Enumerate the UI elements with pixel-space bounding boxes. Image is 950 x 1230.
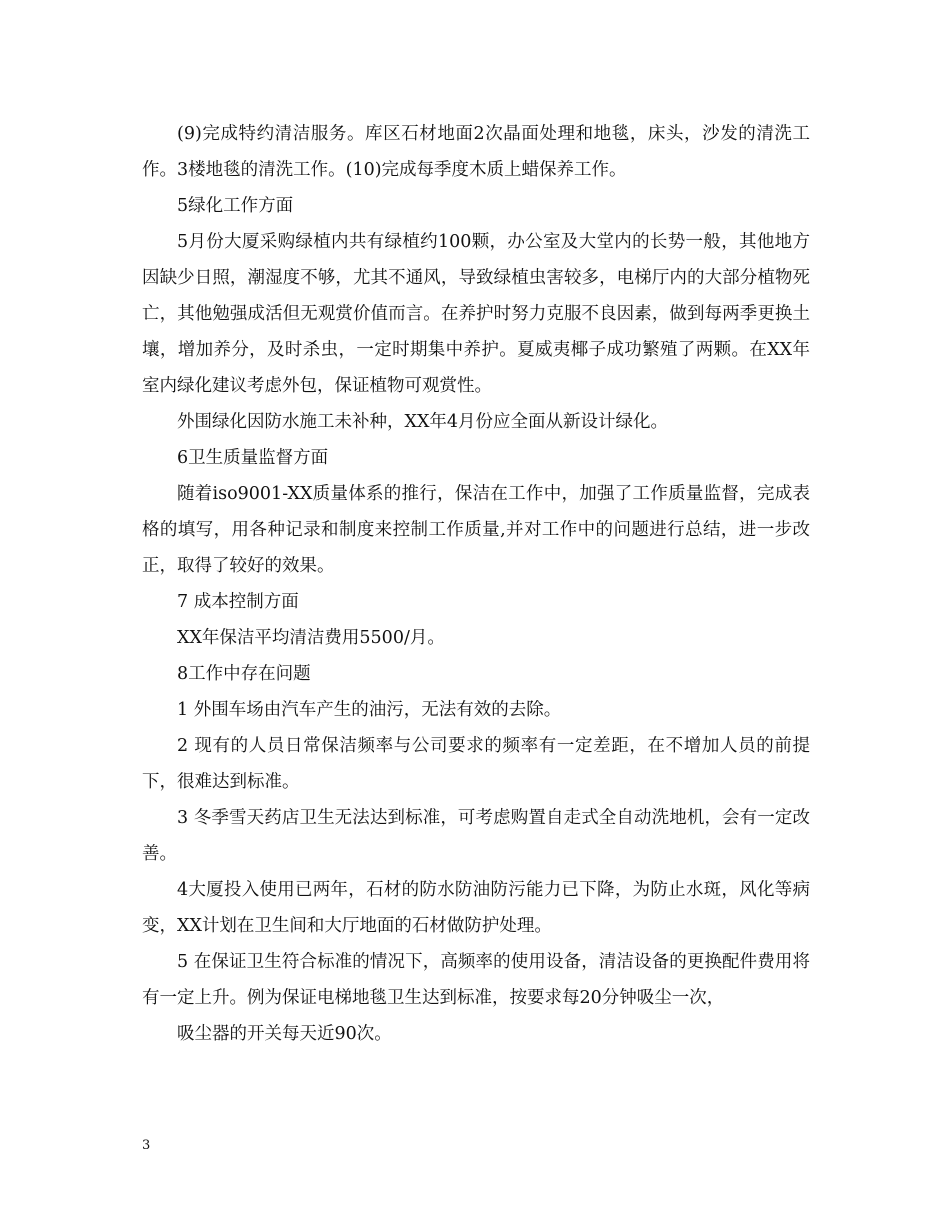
paragraph-greening-outdoor: 外围绿化因防水施工未补种，XX年4月份应全面从新设计绿化。	[177, 412, 669, 432]
paragraph-greening-indoor: 5月份大厦采购绿植内共有绿植约100颗，办公室及大堂内的长势一般，其他地方因缺少日照，潮湿度不够，尤其不通风，导致绿植虫害较多，电梯厅内的大部分植物死亡，其他勉强成活但无观赏价值而言。在养护时努力克服不良因素，做到每两季更换土壤，增加养分，及时杀虫，一定时期集中养护。夏威夷椰子成功繁殖了两颗。在XX年室内绿化建议考虑外包，保证植物可观赏性。	[142, 232, 810, 396]
heading-cost-control: 7 成本控制方面	[177, 592, 299, 612]
paragraph-quality-supervision: 随着iso9001-XX质量体系的推行，保洁在工作中，加强了工作质量监督，完成表格的填写，用各种记录和制度来控制工作质量,并对工作中的问题进行总结，进一步改正，取得了较好的效果。	[142, 484, 810, 576]
problem-item-2: 2 现有的人员日常保洁频率与公司要求的频率有一定差距，在不增加人员的前提下，很难达到标准。	[142, 736, 810, 792]
problem-item-3: 3 冬季雪天药店卫生无法达到标准，可考虑购置自走式全自动洗地机，会有一定改善。	[142, 808, 810, 864]
heading-greening: 5绿化工作方面	[177, 196, 294, 216]
problem-item-5-continuation: 吸尘器的开关每天近90次。	[177, 1024, 392, 1044]
heading-quality-supervision: 6卫生质量监督方面	[177, 448, 329, 468]
document-body	[142, 116, 810, 1052]
problem-item-5: 5 在保证卫生符合标准的情况下，高频率的使用设备，清洁设备的更换配件费用将有一定上升。例为保证电梯地毯卫生达到标准，按要求每20分钟吸尘一次，	[142, 952, 810, 1008]
paragraph-cleaning-service: (9)完成特约清洁服务。库区石材地面2次晶面处理和地毯，床头，沙发的清洗工作。3楼地毯的清洗工作。(10)完成每季度木质上蜡保养工作。	[142, 124, 810, 180]
heading-problems: 8工作中存在问题	[177, 664, 311, 684]
paragraph-cost-control: XX年保洁平均清洁费用5500/月。	[177, 628, 445, 648]
page-number: 3	[142, 1138, 151, 1153]
problem-item-1: 1 外围车场由汽车产生的油污，无法有效的去除。	[177, 700, 562, 720]
problem-item-4: 4大厦投入使用已两年，石材的防水防油防污能力已下降，为防止水斑，风化等病变，XX计划在卫生间和大厅地面的石材做防护处理。	[142, 880, 810, 936]
